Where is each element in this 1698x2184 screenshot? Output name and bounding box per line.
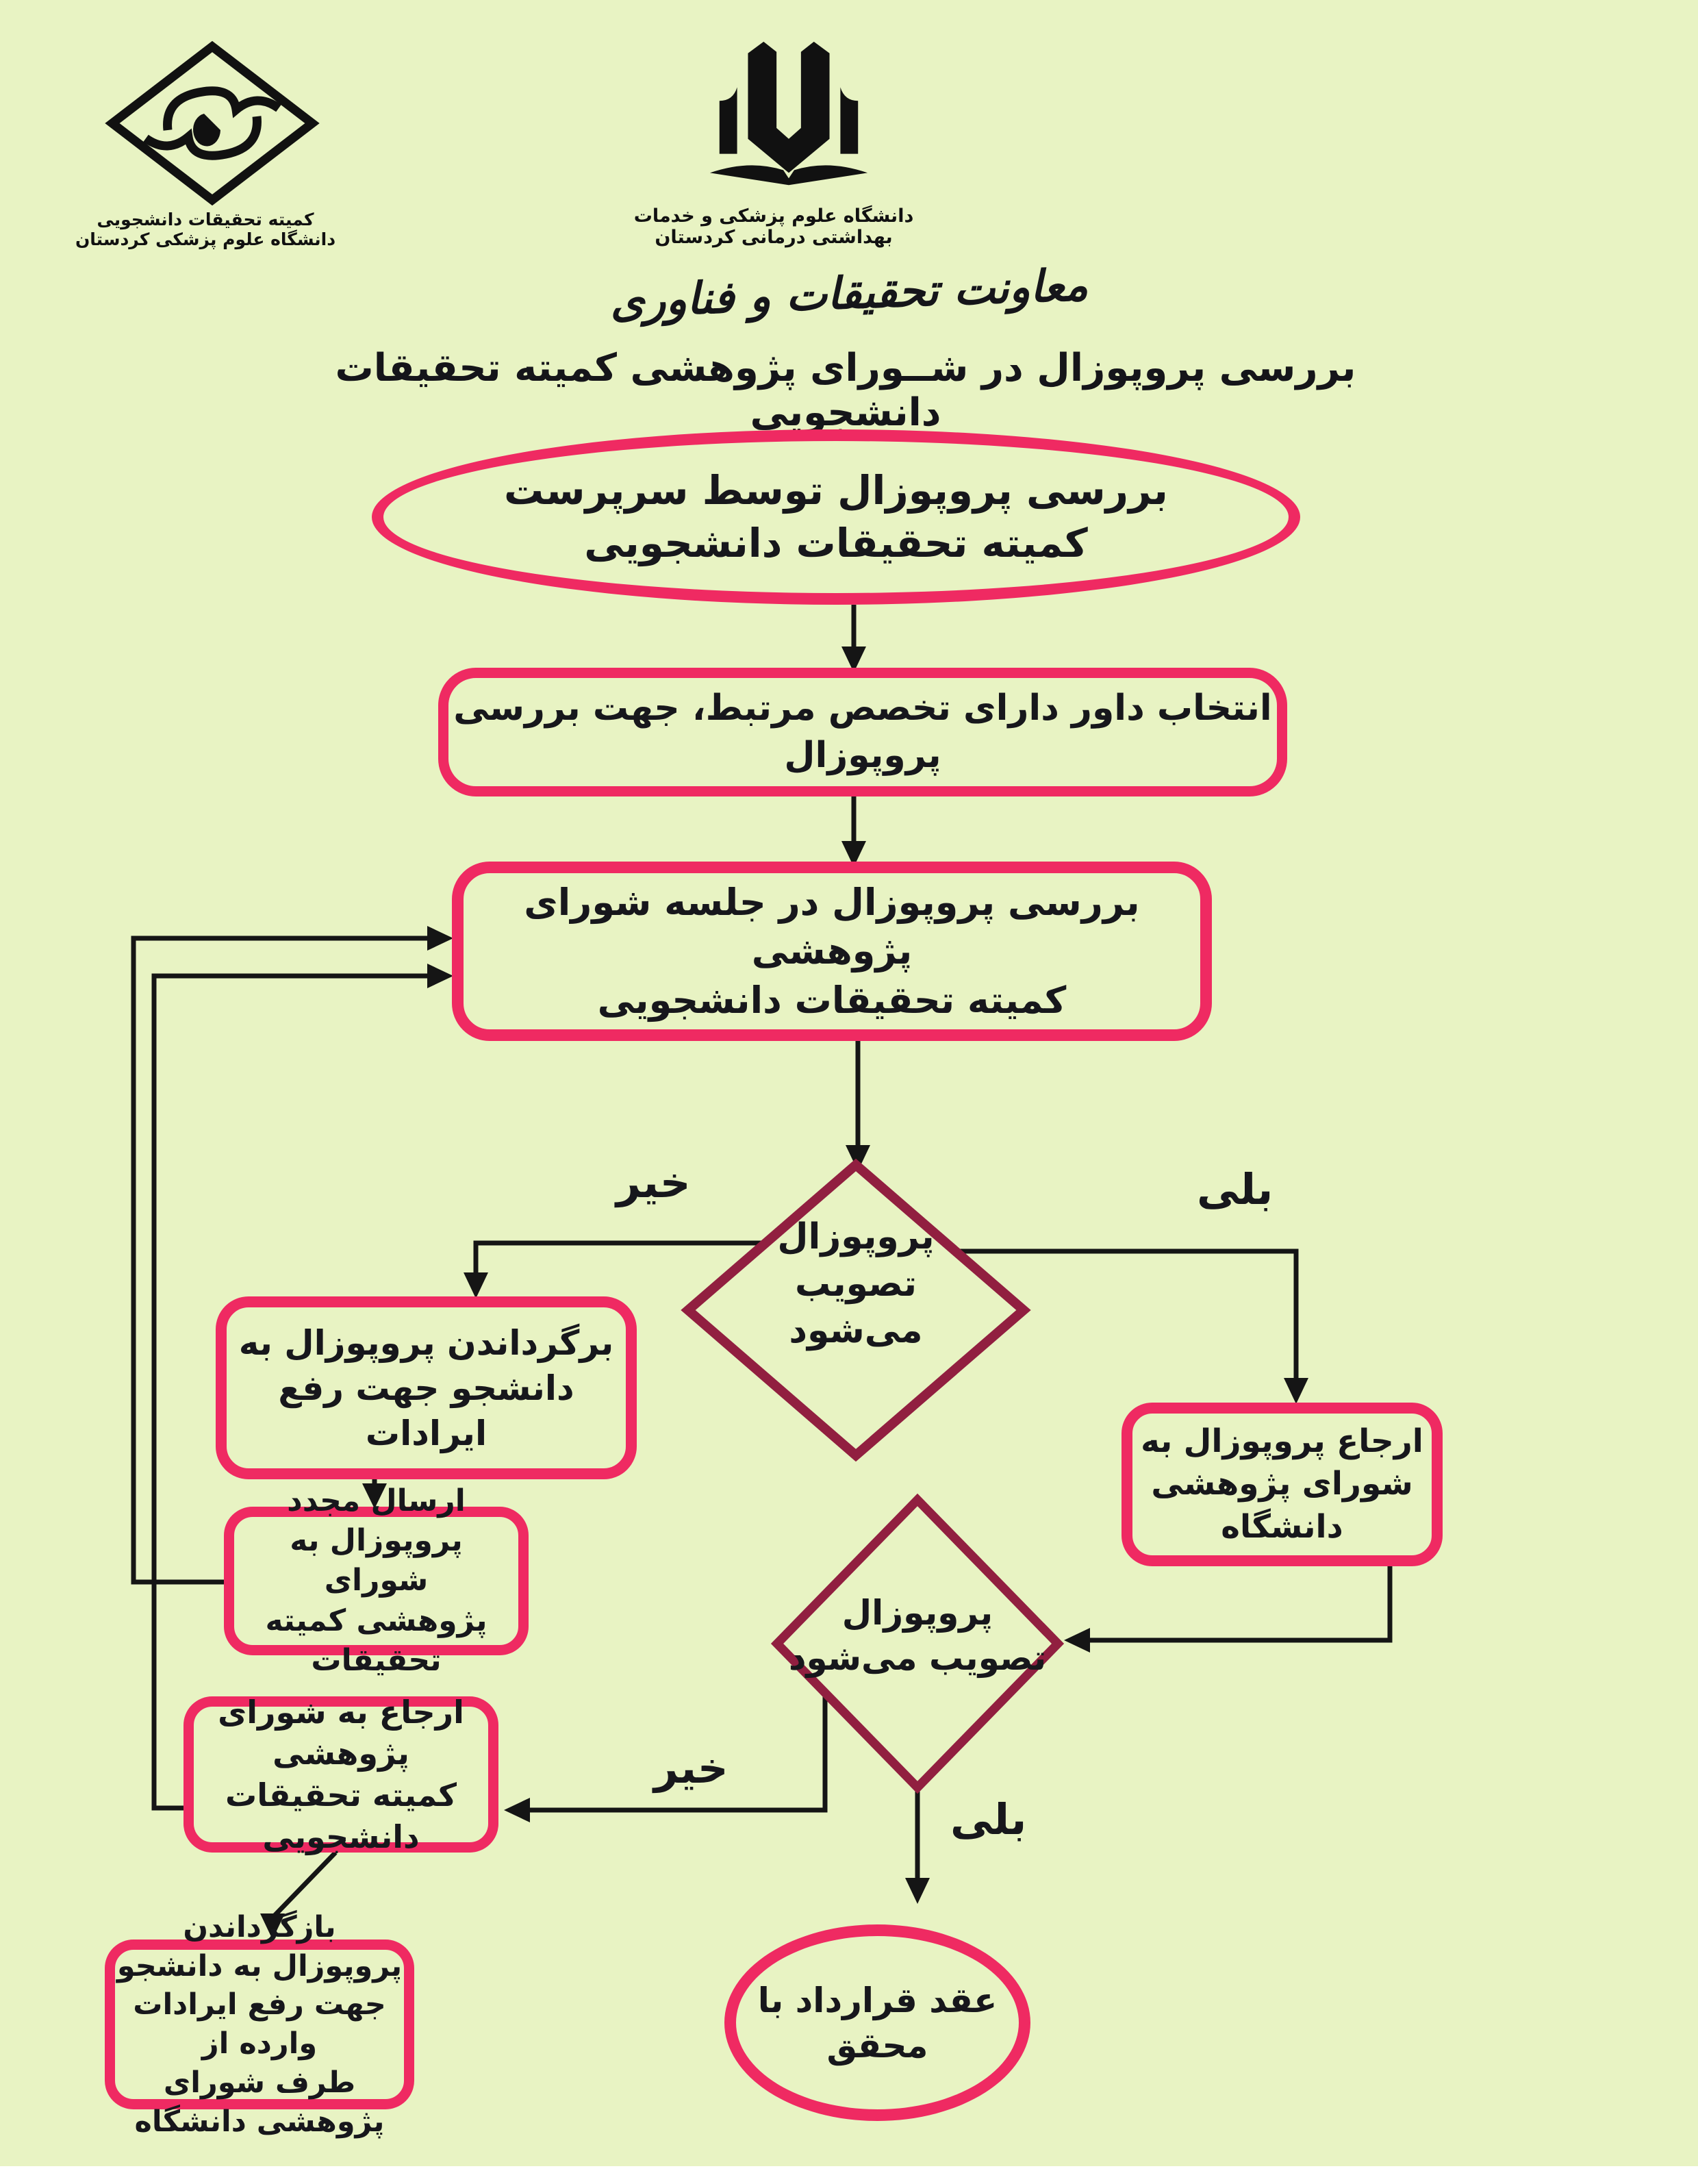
node-refer-committee [183,1693,498,1855]
node-resend-line2: پژوهشی کمیته تحقیقات [265,1603,487,1678]
node-contract-line1: عقد قرارداد با محقق [757,1980,998,2066]
node-resend-line1: ارسال مجدد پروپوزال به شورای [287,1483,466,1598]
node-select-reviewer-line1: انتخاب داور دارای تخصص مرتبط، جهت بررسی پروپوزال [453,688,1272,776]
node-resend [224,1483,529,1678]
decision2-no-label: خیر [654,1743,728,1793]
node-decision2-line2: تصویب می‌شود [788,1637,1047,1678]
node-start-line2: کمیته تحقیقات دانشجویی [584,520,1088,566]
node-refer-university [1122,1403,1443,1566]
node-return-student-university-line2: جهت رفع ایرادات وارده از [133,1987,386,2061]
university-emblem-icon [700,38,877,202]
decision1-no-label: خیر [616,1157,691,1207]
node-contract [724,1924,1030,2121]
node-return-student-line1: برگرداندن پروپوزال به [238,1322,614,1363]
arrow-decision1-yes [953,1251,1296,1381]
page-title: بررسی پروپوزال در شــورای پژوهشی کمیته تحقیقات دانشجویی [335,346,1356,435]
decision2-yes-label: بلی [950,1794,1027,1844]
node-refer-committee-line2: کمیته تحقیقات دانشجویی [225,1777,457,1855]
arrow-refer-to-return2 [274,1853,335,1916]
node-start [372,429,1300,605]
arrow-decision1-no [476,1243,763,1275]
node-council-review [452,862,1212,1041]
node-council-review-line2: کمیته تحقیقات دانشجویی [597,978,1067,1022]
left-logo-caption: کمیته تحقیقات دانشجویی دانشگاه علوم پزشکی کردستان [75,210,336,249]
center-logo-caption: دانشگاه علوم پزشکی و خدمات بهداشتی درمانی کردستان [633,205,914,248]
node-return-student-university [105,1909,414,2139]
arrow-university-to-decision2 [1087,1566,1390,1640]
deputy-calligraphy-text: معاونت تحقیقات و فناوری [609,260,1089,328]
node-start-line1: بررسی پروپوزال توسط سرپرست [504,467,1168,514]
node-refer-committee-line1: ارجاع به شورای پژوهشی [218,1693,464,1772]
node-refer-university-line2: شورای پژوهشی دانشگاه [1151,1465,1413,1546]
node-decision1 [722,1212,989,1356]
node-decision2-line1: پروپوزال [841,1592,993,1633]
knot-emblem-icon [103,41,322,205]
node-return-student-university-line3: طرف شورای پژوهشی دانشگاه [134,2065,385,2139]
bottom-white-strip [0,2166,1698,2184]
node-council-review-line1: بررسی پروپوزال در جلسه شورای پژوهشی [524,881,1140,973]
node-decision1-line1: پروپوزال [777,1216,935,1258]
node-return-student-university-line1: بازگرداندن پروپوزال به دانشجو [116,1909,403,1983]
node-return-student [216,1296,637,1479]
node-refer-university-line1: ارجاع پروپوزال به [1141,1422,1423,1461]
node-decision1-line2: تصویب می‌شود [789,1263,923,1352]
node-decision2 [787,1561,1048,1709]
node-return-student-line2: دانشجو جهت رفع ایرادات [278,1368,574,1453]
decision1-yes-label: بلی [1197,1164,1274,1214]
node-select-reviewer [438,668,1287,796]
